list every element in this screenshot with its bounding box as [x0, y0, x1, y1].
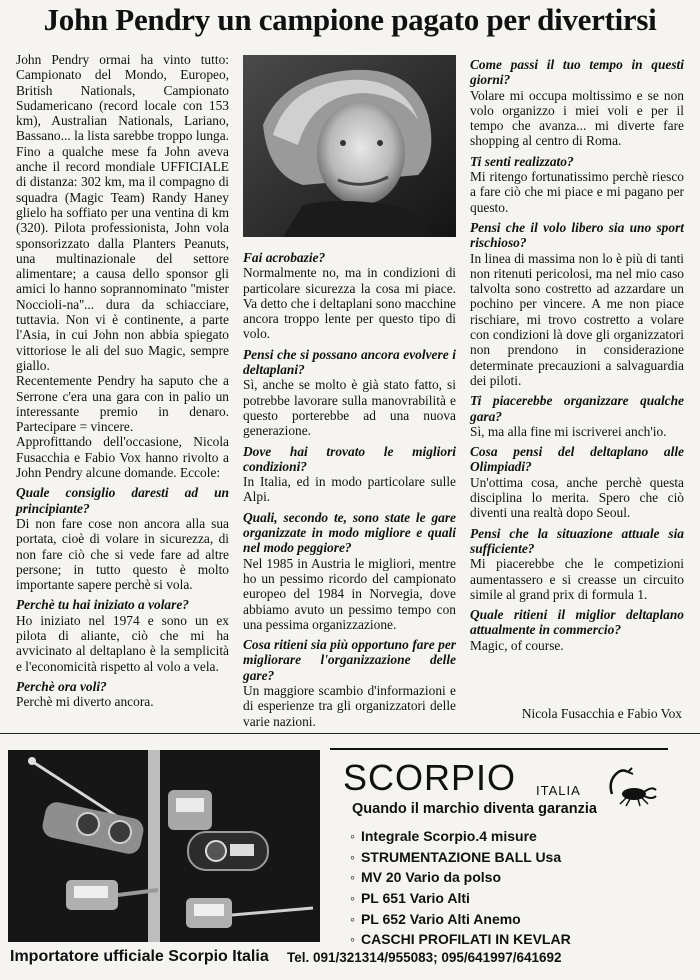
article-column-1 [16, 52, 229, 709]
answer: Nel 1985 in Austria le migliori, mentre ho un pessimo ricordo del campionato europeo del 1984 in Norvegia, dove abbiamo avuto un pessimo tempo con una pessima organizzazione. [243, 555, 456, 632]
answer: Un'ottima cosa, anche perchè questa disciplina lo merita. Spero che ciò diventi una realtà dopo Seoul. [470, 474, 684, 521]
official-importer: Importatore ufficiale Scorpio Italia [10, 948, 269, 965]
answer: In linea di massima non lo è più di tanti non ritenuti pericolosi, ma nel mio caso talvolta sono costretto ad azzardare un pochino per vincere. A me non piace rischiare, mi trovo costretto a volare con condizioni là dove gli organizzatori non prendono in considerazione determinate precauzioni a salvaguardia dei piloti. [470, 250, 684, 388]
article-column-2 [243, 245, 456, 729]
question: Ti piacerebbe organizzare qualche gara? [470, 393, 684, 424]
question: Perchè tu hai iniziato a volare? [16, 597, 189, 613]
article-column-3 [470, 52, 684, 653]
pendry-portrait-photo [243, 55, 456, 237]
product-item: ◦ CASCHI PROFILATI IN KEVLAR [350, 931, 571, 952]
article-title: John Pendry un campione pagato per divertirsi [43, 2, 657, 37]
answer: Di non fare cose non ancora alla sua portata, cioè di volare in sicurezza, di non fare ciò che si vede fare ad altre persone; in tutto questo è molto importante sapere perchè si vola. [16, 515, 229, 593]
question: Cosa pensi del deltaplano alle Olimpiadi? [470, 444, 684, 475]
answer: Un maggiore scambio d'informazioni e di esperienze tra gli organizzatori delle varie nazioni. [243, 683, 456, 729]
phone-numbers: Tel. 091/321314/955083; 095/641997/641692 [287, 950, 562, 965]
intro-paragraph: Approfittando dell'occasione, Nicola Fusacchia e Fabio Vox hanno rivolto a John Pendry alcune domande. Eccole: [16, 434, 229, 481]
question: Pensi che la situazione attuale sia sufficiente? [470, 525, 684, 556]
question: Cosa ritieni sia più opportuno fare per migliorare l'organizzazione delle gare? [243, 637, 456, 683]
question: Quali, secondo te, sono state le gare organizzate in modo migliore e quali nel modo peggiore? [243, 509, 456, 556]
answer: In Italia, ed in modo particolare sulle Alpi. [243, 474, 456, 505]
question: Come passi il tuo tempo in questi giorni? [470, 57, 684, 88]
section-divider [0, 733, 700, 734]
brand-country: ITALIA [536, 783, 581, 798]
article-signature: Nicola Fusacchia e Fabio Vox [521, 706, 682, 721]
intro-paragraph: Recentemente Pendry ha saputo che a Serrone c'era una gara con in palio un interessante premio in denaro. Partecipare = vincere. [16, 373, 229, 435]
product-item: ◦ PL 651 Vario Alti [350, 890, 571, 911]
answer: Normalmente no, ma in condizioni di particolare sicurezza la cosa mi piace. Va detto che i deltaplani sono macchine ancora troppo lente per questo tipo di volo. [243, 265, 456, 342]
answer: Sì, ma alla fine mi iscriverei anch'io. [470, 423, 667, 439]
question: Fai acrobazie? [243, 250, 326, 265]
instruments-product-photo [8, 750, 320, 942]
answer: Volare mi occupa moltissimo e se non volo organizzo i miei voli e per il tempo che avanza... mi diverte fare shopping al centro di Roma. [470, 87, 684, 149]
question: Pensi che il volo libero sia uno sport rischioso? [470, 219, 684, 251]
product-item: ◦ PL 652 Vario Alti Anemo [350, 911, 571, 932]
brand-logo: SCORPIO [343, 757, 517, 798]
ad-rule [330, 748, 668, 750]
product-list [350, 828, 571, 952]
intro-paragraph: John Pendry ormai ha vinto tutto: Campionato del Mondo, Europeo, British Nationals, Campionato Sudamericano (record locale con 153 km), Australian Nationals, Lariano, Bassano... la lista sarebbe troppo lunga. Fino a qualche mese fa John aveva anche il record mondiale UFFICIALE di distanza: 302 km, ma il compagno di squadra (Magic Team) Randy Haney glielo ha soffiato per una ventina di km (320). Pilota professionista, John vola sponsorizzato dalla Planters Peanuts, una multinazionale del settore alimentare; a causa dello sponsor gli amici lo hanno soprannominato ''mister Noccioli-na''... dura da schiacciare, tuttavia. Non vi è continente, a parte l'Asia, in cui John non abbia spiegato vittoriose le ali del suo Magic, sempre giallo. [16, 52, 229, 373]
scorpion-icon [606, 764, 662, 808]
answer: Ho iniziato nel 1974 e sono un ex pilota di aliante, ciò che mi ha avvicinato al deltaplano è la semplicità e l'economicità rispetto al volo a vela. [16, 612, 229, 674]
question: Quale consiglio daresti ad un principiante? [16, 485, 229, 516]
answer: Magic, of course. [470, 637, 564, 653]
question: Pensi che si possano ancora evolvere i deltaplani? [243, 346, 456, 378]
question: Perchè ora voli? [16, 678, 107, 694]
answer: Mi ritengo fortunatissimo perchè riesco a fare ciò che mi piace e mi pagano per questo. [470, 169, 684, 215]
product-item: ◦ MV 20 Vario da polso [350, 869, 571, 890]
question: Ti senti realizzato? [470, 153, 574, 169]
product-item: ◦ STRUMENTAZIONE BALL Usa [350, 849, 571, 870]
question: Quale ritieni il miglior deltaplano attualmente in commercio? [470, 607, 684, 638]
ad-tagline: Quando il marchio diventa garanzia [352, 801, 597, 817]
product-item: ◦ Integrale Scorpio.4 misure [350, 828, 571, 849]
answer: Mi piacerebbe che le competizioni aumentassero e si creasse un circuito simile al grand prix di formula 1. [470, 556, 684, 602]
answer: Perchè mi diverto ancora. [16, 694, 154, 710]
answer: Sì, anche se molto è già stato fatto, si potrebbe lavorare sulla manovrabilità e questo porterebbe ad una nuova generazione. [243, 377, 456, 439]
question: Dove hai trovato le migliori condizioni? [243, 443, 456, 474]
